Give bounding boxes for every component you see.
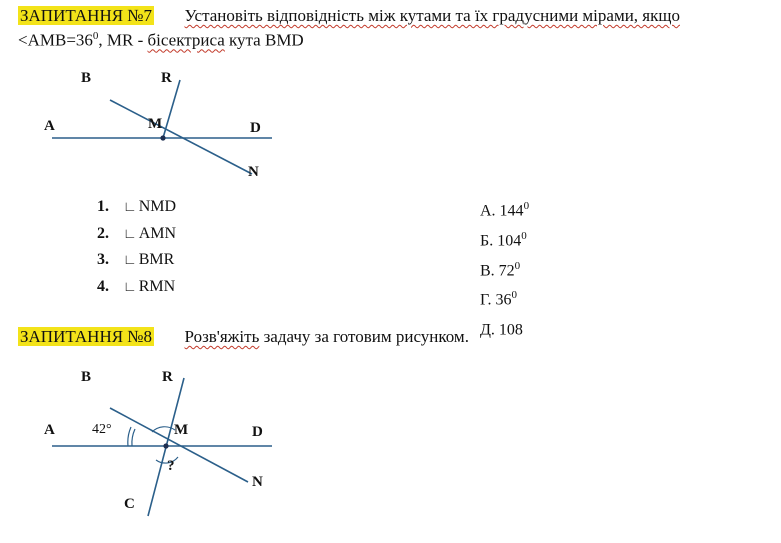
q7-angle-item-1 bbox=[97, 194, 176, 221]
q8-header-line bbox=[18, 327, 469, 347]
q8-line-BN bbox=[110, 408, 248, 482]
q7-answer-text: В. 72 bbox=[480, 261, 515, 279]
q8-angle-arc-inner bbox=[132, 429, 135, 446]
q8-task-rest: задачу за готовим рисунком. bbox=[259, 327, 469, 346]
q8-label-R: R bbox=[162, 369, 173, 385]
q7-heading: ЗАПИТАННЯ №7 bbox=[20, 6, 153, 25]
q7-answer-degree: 0 bbox=[514, 259, 521, 272]
q7-angle-name: NMD bbox=[138, 198, 177, 215]
q7-condition-mid: , MR - bbox=[98, 30, 148, 50]
q8-angle-arc-outer bbox=[128, 427, 131, 446]
q7-condition-degree: 0 bbox=[92, 30, 99, 42]
q7-figure bbox=[0, 60, 320, 190]
q8-angle-value: 42° bbox=[92, 422, 112, 437]
q7-angle-item-2 bbox=[97, 221, 176, 248]
q7-label-A: A bbox=[44, 118, 55, 134]
q7-label-M: M bbox=[148, 116, 163, 132]
q7-angle-item-3 bbox=[97, 247, 176, 274]
q7-angle-num: 3. bbox=[97, 251, 109, 268]
q7-answer-text: А. 144 bbox=[480, 202, 524, 220]
q7-header-line bbox=[18, 6, 680, 26]
q7-line-BN bbox=[110, 100, 252, 174]
q7-answer-degree: 0 bbox=[511, 289, 517, 302]
q8-point-M bbox=[163, 443, 168, 448]
q7-answer-text: Д. 108 bbox=[480, 321, 523, 339]
q8-label-B: B bbox=[81, 369, 92, 385]
q8-label-D: D bbox=[252, 424, 263, 440]
q7-answer-text: Г. 36 bbox=[480, 291, 512, 309]
q8-label-M: M bbox=[174, 422, 189, 438]
q7-answer-B bbox=[480, 224, 529, 254]
q8-label-N: N bbox=[252, 474, 263, 490]
q7-label-D: D bbox=[250, 120, 261, 136]
angle-icon: ∟ bbox=[123, 279, 137, 295]
q7-label-B: B bbox=[81, 70, 92, 86]
q8-heading: ЗАПИТАННЯ №8 bbox=[20, 327, 153, 346]
q7-ray-MR bbox=[163, 80, 180, 138]
q7-task: Установіть відповідність між кутами та їх градусними мірами, якщо bbox=[184, 6, 680, 25]
q7-answers-list bbox=[480, 194, 529, 343]
q7-answer-G bbox=[480, 283, 529, 313]
q8-angle-arc-top bbox=[152, 427, 175, 432]
q7-answer-D bbox=[480, 313, 529, 343]
q7-answer-text: Б. 104 bbox=[480, 232, 522, 250]
q7-label-N: N bbox=[248, 164, 259, 180]
q7-answer-degree: 0 bbox=[521, 229, 527, 242]
q7-label-R: R bbox=[161, 70, 172, 86]
angle-icon: ∟ bbox=[123, 226, 137, 242]
q8-label-C: C bbox=[124, 496, 135, 512]
q7-condition-prefix: <AMB=36 bbox=[18, 30, 93, 50]
angle-icon: ∟ bbox=[123, 253, 137, 268]
q8-figure bbox=[0, 360, 320, 543]
q8-unknown: ? bbox=[167, 458, 175, 474]
q7-condition-word: бісектриса bbox=[147, 30, 225, 50]
q8-label-A: A bbox=[44, 422, 55, 438]
q7-angle-num: 2. bbox=[97, 224, 109, 242]
q7-angle-name: RMN bbox=[138, 277, 176, 295]
q7-angle-item-4 bbox=[97, 274, 176, 301]
q7-answer-V bbox=[480, 254, 529, 284]
q7-angle-num: 4. bbox=[97, 277, 109, 295]
angle-icon: ∟ bbox=[123, 200, 137, 215]
q7-answer-A bbox=[480, 194, 529, 224]
q7-angle-name: AMN bbox=[138, 224, 177, 242]
q7-angle-name: BMR bbox=[138, 251, 175, 268]
q7-condition-suffix: кута BMD bbox=[224, 30, 304, 50]
q7-angles-list bbox=[97, 194, 176, 300]
q7-angle-num: 1. bbox=[97, 198, 109, 215]
q7-answer-degree: 0 bbox=[523, 200, 530, 212]
q7-condition bbox=[18, 30, 304, 51]
q7-point-M bbox=[160, 135, 165, 140]
q8-task-word: Розв'яжіть bbox=[184, 327, 260, 346]
